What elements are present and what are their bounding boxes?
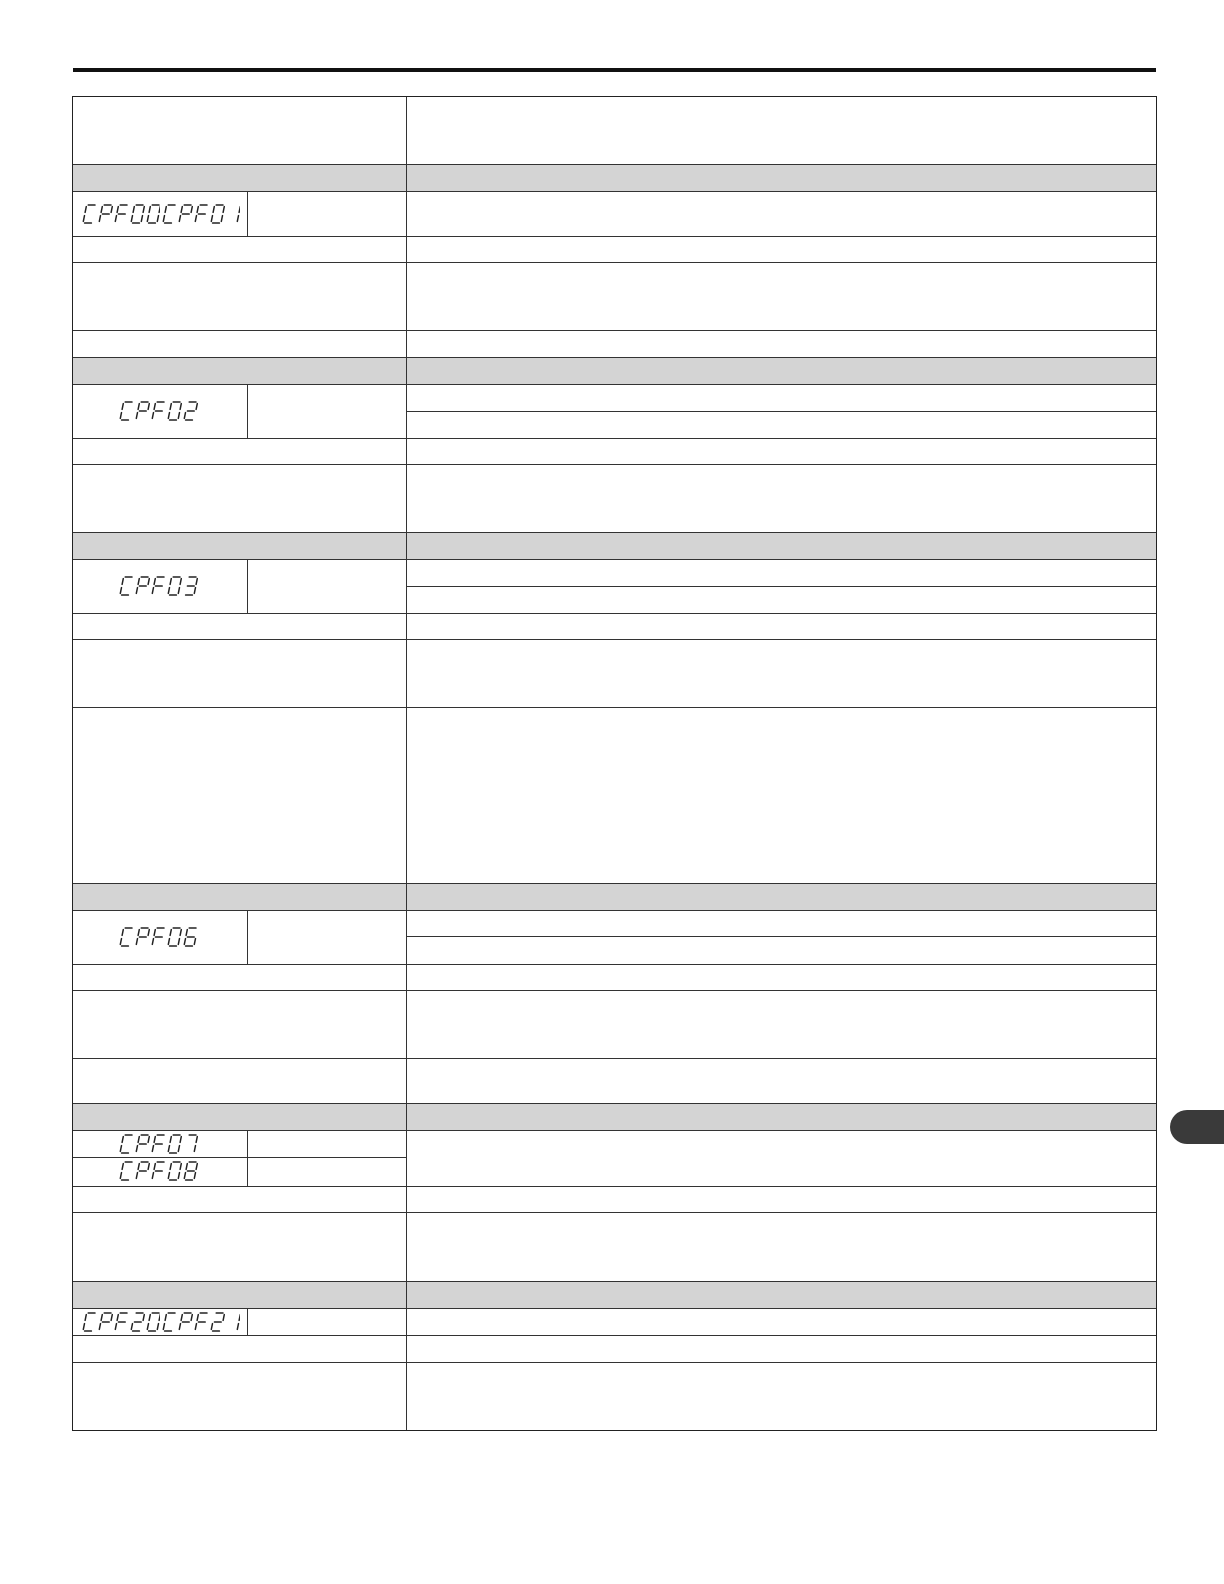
segment [85, 207, 86, 213]
segment [131, 216, 132, 222]
row-line [73, 330, 1156, 331]
segment [237, 216, 238, 222]
segment [99, 1324, 100, 1330]
segment [136, 1173, 137, 1179]
segment [120, 1146, 121, 1152]
code-display [73, 572, 247, 600]
segment [165, 1315, 166, 1321]
segment [170, 1137, 171, 1143]
segment [163, 1324, 164, 1330]
segment [101, 207, 102, 213]
row-line-partial [407, 936, 1156, 937]
seven-segment-code [117, 1159, 203, 1183]
segment [180, 1137, 181, 1143]
segment [138, 930, 139, 936]
segment [211, 1324, 212, 1330]
segment [194, 1173, 195, 1179]
code-display [80, 200, 160, 228]
seven-segment-code [117, 1132, 203, 1156]
segment [148, 1164, 149, 1170]
row-line [73, 357, 1156, 358]
segment [194, 1146, 195, 1152]
segment [138, 1164, 139, 1170]
segment [147, 216, 148, 222]
segment [186, 930, 187, 936]
segment [148, 404, 149, 410]
segment [154, 1164, 155, 1170]
segment [149, 207, 150, 213]
segment [147, 1324, 148, 1330]
segment [179, 1324, 180, 1330]
code-display [73, 923, 247, 951]
segment [152, 939, 153, 945]
segment [115, 216, 116, 222]
segment [154, 930, 155, 936]
segment [99, 216, 100, 222]
segment [184, 1173, 185, 1179]
segment [221, 216, 222, 222]
row-line [73, 910, 1156, 911]
table-frame [72, 96, 1157, 1431]
seven-segment-code [160, 202, 240, 226]
segment [136, 588, 137, 594]
row-line [73, 1103, 1156, 1104]
segment [196, 1137, 197, 1143]
subcolumn-divider [247, 1130, 248, 1186]
segment [122, 1164, 123, 1170]
segment [148, 579, 149, 585]
segment [136, 413, 137, 419]
code-display [73, 1157, 247, 1185]
row-line [73, 1186, 1156, 1187]
segment [138, 579, 139, 585]
section-header-band [73, 533, 1156, 559]
segment [136, 1146, 137, 1152]
row-line-partial [407, 411, 1156, 412]
segment [111, 207, 112, 213]
segment [131, 1324, 132, 1330]
segment [194, 939, 195, 945]
section-header-band [73, 358, 1156, 384]
segment [101, 1315, 102, 1321]
seven-segment-code [80, 202, 160, 226]
row-line [73, 707, 1156, 708]
segment [152, 413, 153, 419]
segment [213, 207, 214, 213]
segment [180, 930, 181, 936]
segment [239, 207, 240, 213]
segment [152, 1146, 153, 1152]
segment [163, 216, 164, 222]
seven-segment-code [117, 574, 203, 598]
code-display [160, 1308, 240, 1336]
segment [178, 413, 179, 419]
segment [178, 1173, 179, 1179]
code-display [160, 200, 240, 228]
segment [170, 930, 171, 936]
row-line [73, 191, 1156, 192]
row-line [73, 236, 1156, 237]
segment [179, 216, 180, 222]
segment [120, 1173, 121, 1179]
segment [115, 1324, 116, 1330]
row-line [73, 262, 1156, 263]
segment [191, 1315, 192, 1321]
segment [154, 1137, 155, 1143]
row-line [73, 559, 1156, 560]
segment [120, 939, 121, 945]
segment [239, 1315, 240, 1321]
segment [133, 207, 134, 213]
segment [122, 930, 123, 936]
row-line [73, 990, 1156, 991]
segment [148, 930, 149, 936]
segment [149, 1315, 150, 1321]
segment [152, 588, 153, 594]
segment [196, 579, 197, 585]
subcolumn-divider [247, 559, 248, 613]
segment [181, 207, 182, 213]
segment [170, 404, 171, 410]
segment [180, 404, 181, 410]
segment [83, 1324, 84, 1330]
segment [85, 1315, 86, 1321]
row-line [73, 613, 1156, 614]
segment [197, 207, 198, 213]
segment [136, 939, 137, 945]
section-header-band [73, 1282, 1156, 1308]
row-line [73, 1281, 1156, 1282]
row-line [73, 164, 1156, 165]
segment [168, 413, 169, 419]
segment [237, 1324, 238, 1330]
section-header-band [73, 165, 1156, 191]
segment [170, 579, 171, 585]
code-display [80, 1308, 160, 1336]
segment [165, 207, 166, 213]
row-line [73, 1362, 1156, 1363]
row-line [73, 1058, 1156, 1059]
row-line [73, 883, 1156, 884]
row-line [73, 384, 1156, 385]
segment [180, 1164, 181, 1170]
segment [117, 207, 118, 213]
segment [178, 1146, 179, 1152]
row-line [73, 464, 1156, 465]
segment [138, 1137, 139, 1143]
row-line-partial [407, 586, 1156, 587]
segment [181, 1315, 182, 1321]
segment [154, 579, 155, 585]
segment [195, 1324, 196, 1330]
segment [83, 216, 84, 222]
column-divider [406, 97, 407, 1430]
segment [196, 1164, 197, 1170]
segment [168, 1146, 169, 1152]
row-line [73, 964, 1156, 965]
segment [197, 1315, 198, 1321]
segment [122, 579, 123, 585]
code-display [73, 397, 247, 425]
segment [223, 1315, 224, 1321]
segment [184, 939, 185, 945]
segment [111, 1315, 112, 1321]
segment [154, 404, 155, 410]
segment [122, 1137, 123, 1143]
segment [122, 404, 123, 410]
segment [178, 588, 179, 594]
segment [170, 1164, 171, 1170]
subcolumn-divider [247, 910, 248, 964]
segment [157, 216, 158, 222]
subcolumn-divider [247, 1308, 248, 1335]
segment [194, 588, 195, 594]
subcolumn-divider [247, 384, 248, 438]
segment [148, 1137, 149, 1143]
segment [178, 939, 179, 945]
segment [191, 207, 192, 213]
segment [168, 588, 169, 594]
row-line [73, 438, 1156, 439]
segment [195, 216, 196, 222]
segment [223, 207, 224, 213]
segment [117, 1315, 118, 1321]
segment [143, 1315, 144, 1321]
segment [186, 1164, 187, 1170]
segment [168, 1173, 169, 1179]
row-line [73, 532, 1156, 533]
seven-segment-code [117, 925, 203, 949]
segment [211, 216, 212, 222]
subcolumn-divider [247, 191, 248, 236]
segment [141, 216, 142, 222]
segment [120, 413, 121, 419]
section-header-band [73, 1104, 1156, 1130]
page-top-rule [73, 68, 1156, 72]
segment [184, 413, 185, 419]
section-header-band [73, 884, 1156, 910]
row-line [73, 639, 1156, 640]
segment [157, 1324, 158, 1330]
seven-segment-code [80, 1310, 160, 1334]
seven-segment-code [160, 1310, 240, 1334]
segment [180, 579, 181, 585]
code-display [73, 1130, 247, 1158]
seven-segment-code [117, 399, 203, 423]
segment [196, 404, 197, 410]
chapter-tab [1170, 1110, 1224, 1144]
segment [152, 1173, 153, 1179]
row-line [73, 1212, 1156, 1213]
segment [120, 588, 121, 594]
segment [168, 939, 169, 945]
segment [138, 404, 139, 410]
segment [143, 207, 144, 213]
